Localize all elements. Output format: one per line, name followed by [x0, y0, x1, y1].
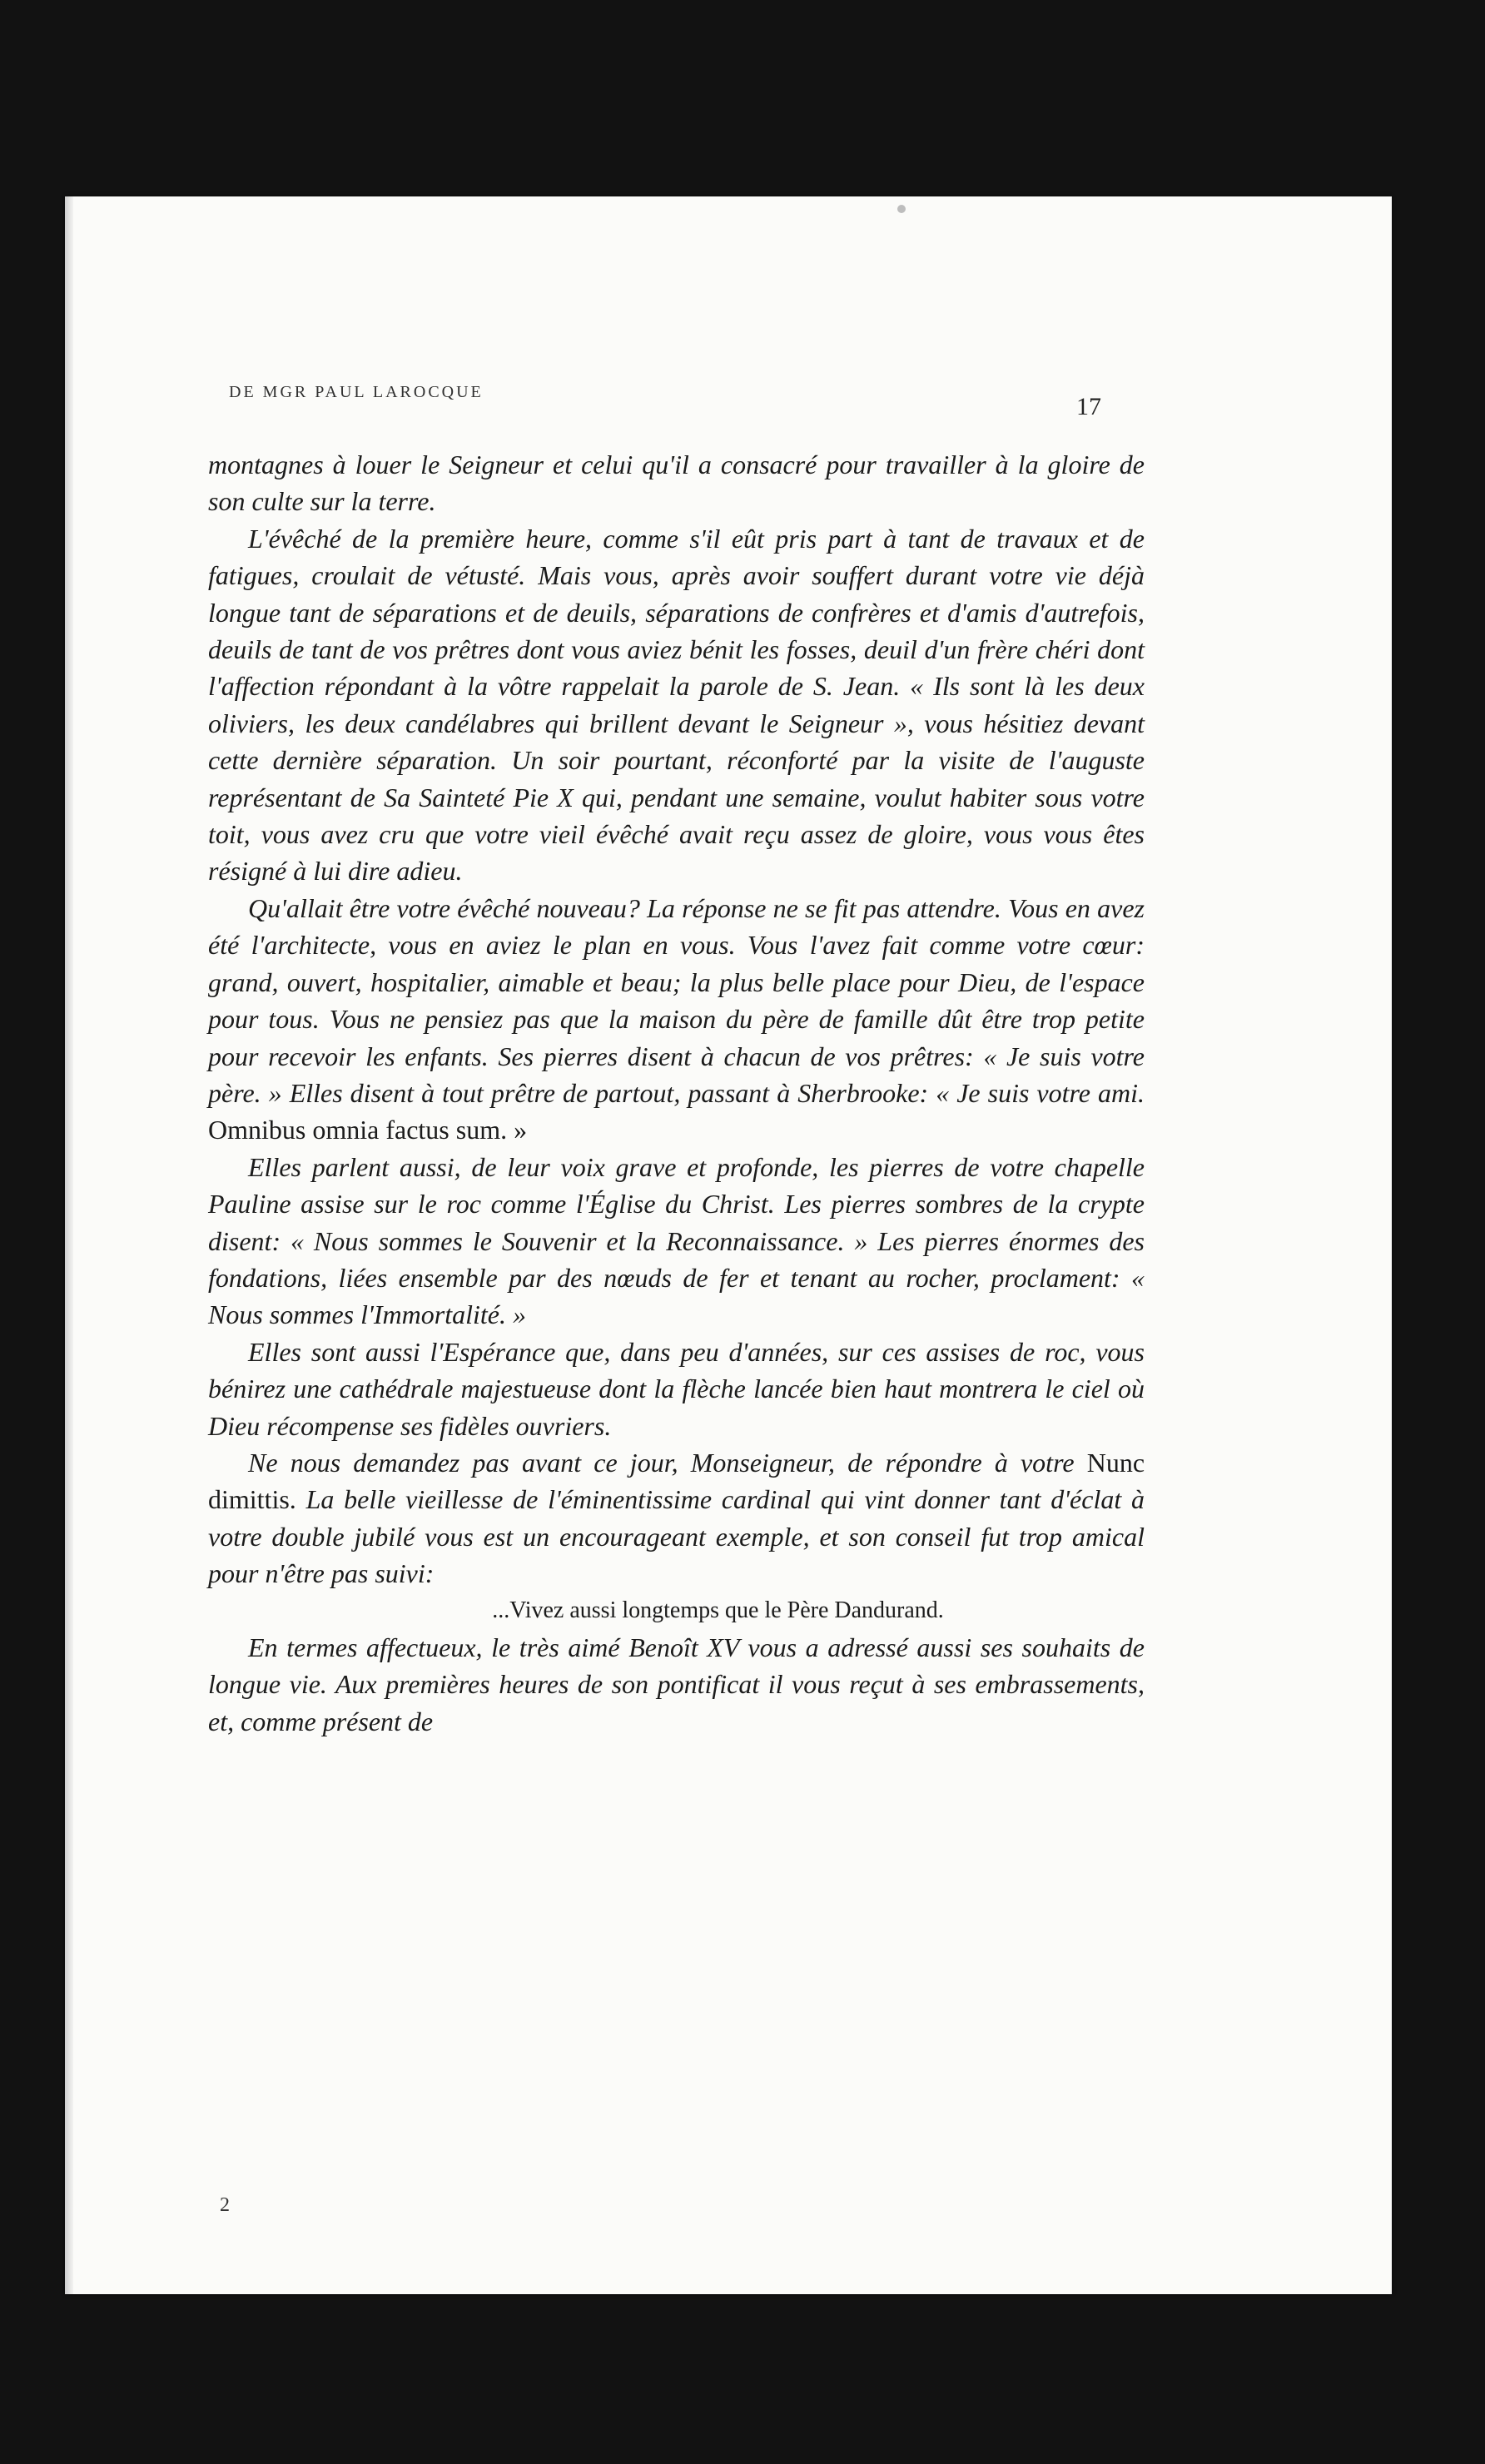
paragraph-6 [208, 1444, 1145, 1592]
book-page [65, 196, 1392, 2294]
paragraph-7: En termes affectueux, le très aimé Benoît XV vous a adressé aussi ses souhaits de longue vie. Aux premières heures de son pontificat il vous reçut à ses embrassements, et, comme présent de [208, 1632, 1145, 1736]
paragraph-3 [208, 890, 1145, 1149]
block-quote: ...Vivez aussi longtemps que le Père Dandurand. [492, 1597, 944, 1623]
latin-phrase: Omnibus omnia factus sum. » [208, 1115, 528, 1145]
paragraph-2: L'évêché de la première heure, comme s'il eût pris part à tant de travaux et de fatigues, croulait de vétusté. Mais vous, après avoir souffert durant votre vie déjà longue tant de séparations et de deuils, séparations de confrères et d'amis d'autrefois, deuils de tant de vos prêtres dont vous aviez bénit les fosses, deuil d'un frère chéri dont l'affection répondant à la vôtre rappelait la parole de S. Jean. « Ils sont là les deux oliviers, les deux candélabres qui brillent devant le Seigneur », vous hésitiez devant cette dernière séparation. Un soir pourtant, réconforté par la visite de l'auguste représentant de Sa Sainteté Pie X qui, pendant une semaine, voulut habiter sous votre toit, vous avez cru que votre vieil évêché avait reçu assez de gloire, vous vous êtes résigné à lui dire adieu. [208, 523, 1145, 887]
running-head: DE MGR PAUL LAROCQUE [229, 383, 484, 401]
paragraph-5: Elles sont aussi l'Espérance que, dans peu d'années, sur ces assises de roc, vous bénirez une cathédrale majestueuse dont la flèche lancée bien haut montrera le ciel où Dieu récompense ses fidèles ouvriers. [208, 1336, 1145, 1441]
page-gutter [65, 196, 73, 2294]
paragraph-1: montagnes à louer le Seigneur et celui qu'il a consacré pour travailler à la gloire de son culte sur la terre. [208, 450, 1145, 517]
signature-mark: 2 [220, 2194, 230, 2216]
paragraph-6-text-a: Ne nous demandez pas avant ce jour, Monseigneur, de répondre à votre [248, 1447, 1075, 1478]
page-number: 17 [1076, 393, 1101, 420]
body-text [208, 446, 1145, 1740]
paragraph-6-text-b: La belle vieillesse de l'éminentissime cardinal qui vint donner tant d'éclat à votre double jubilé vous est un encourageant exemple, et son conseil fut trop amical pour n'être pas suivi: [208, 1484, 1145, 1589]
speck [897, 205, 906, 213]
paragraph-4: Elles parlent aussi, de leur voix grave et profonde, les pierres de votre chapelle Pauline assise sur le roc comme l'Église du Christ. Les pierres sombres de la crypte disent: « Nous sommes le Souvenir et la Reconnaissance. » Les pierres énormes des fondations, liées ensemble par des nœuds de fer et tenant au rocher, proclament: « Nous sommes l'Immortalité. » [208, 1151, 1145, 1330]
paragraph-3-text: Qu'allait être votre évêché nouveau? La réponse ne se fit pas attendre. Vous en avez été l'architecte, vous en aviez le plan en vous. Vous l'avez fait comme votre cœur: grand, ouvert, hospitalier, aimable et beau; la plus belle place pour Dieu, de l'espace pour tous. Vous ne pensiez pas que la maison du père de famille dût être trop petite pour recevoir les enfants. Ses pierres disent à chacun de vos prêtres: « Je suis votre père. » Elles disent à tout prêtre de partout, passant à Sherbrooke: « Je suis votre ami. [208, 892, 1145, 1108]
latin-nunc-dimittis: Nunc dimittis. [208, 1447, 1145, 1515]
